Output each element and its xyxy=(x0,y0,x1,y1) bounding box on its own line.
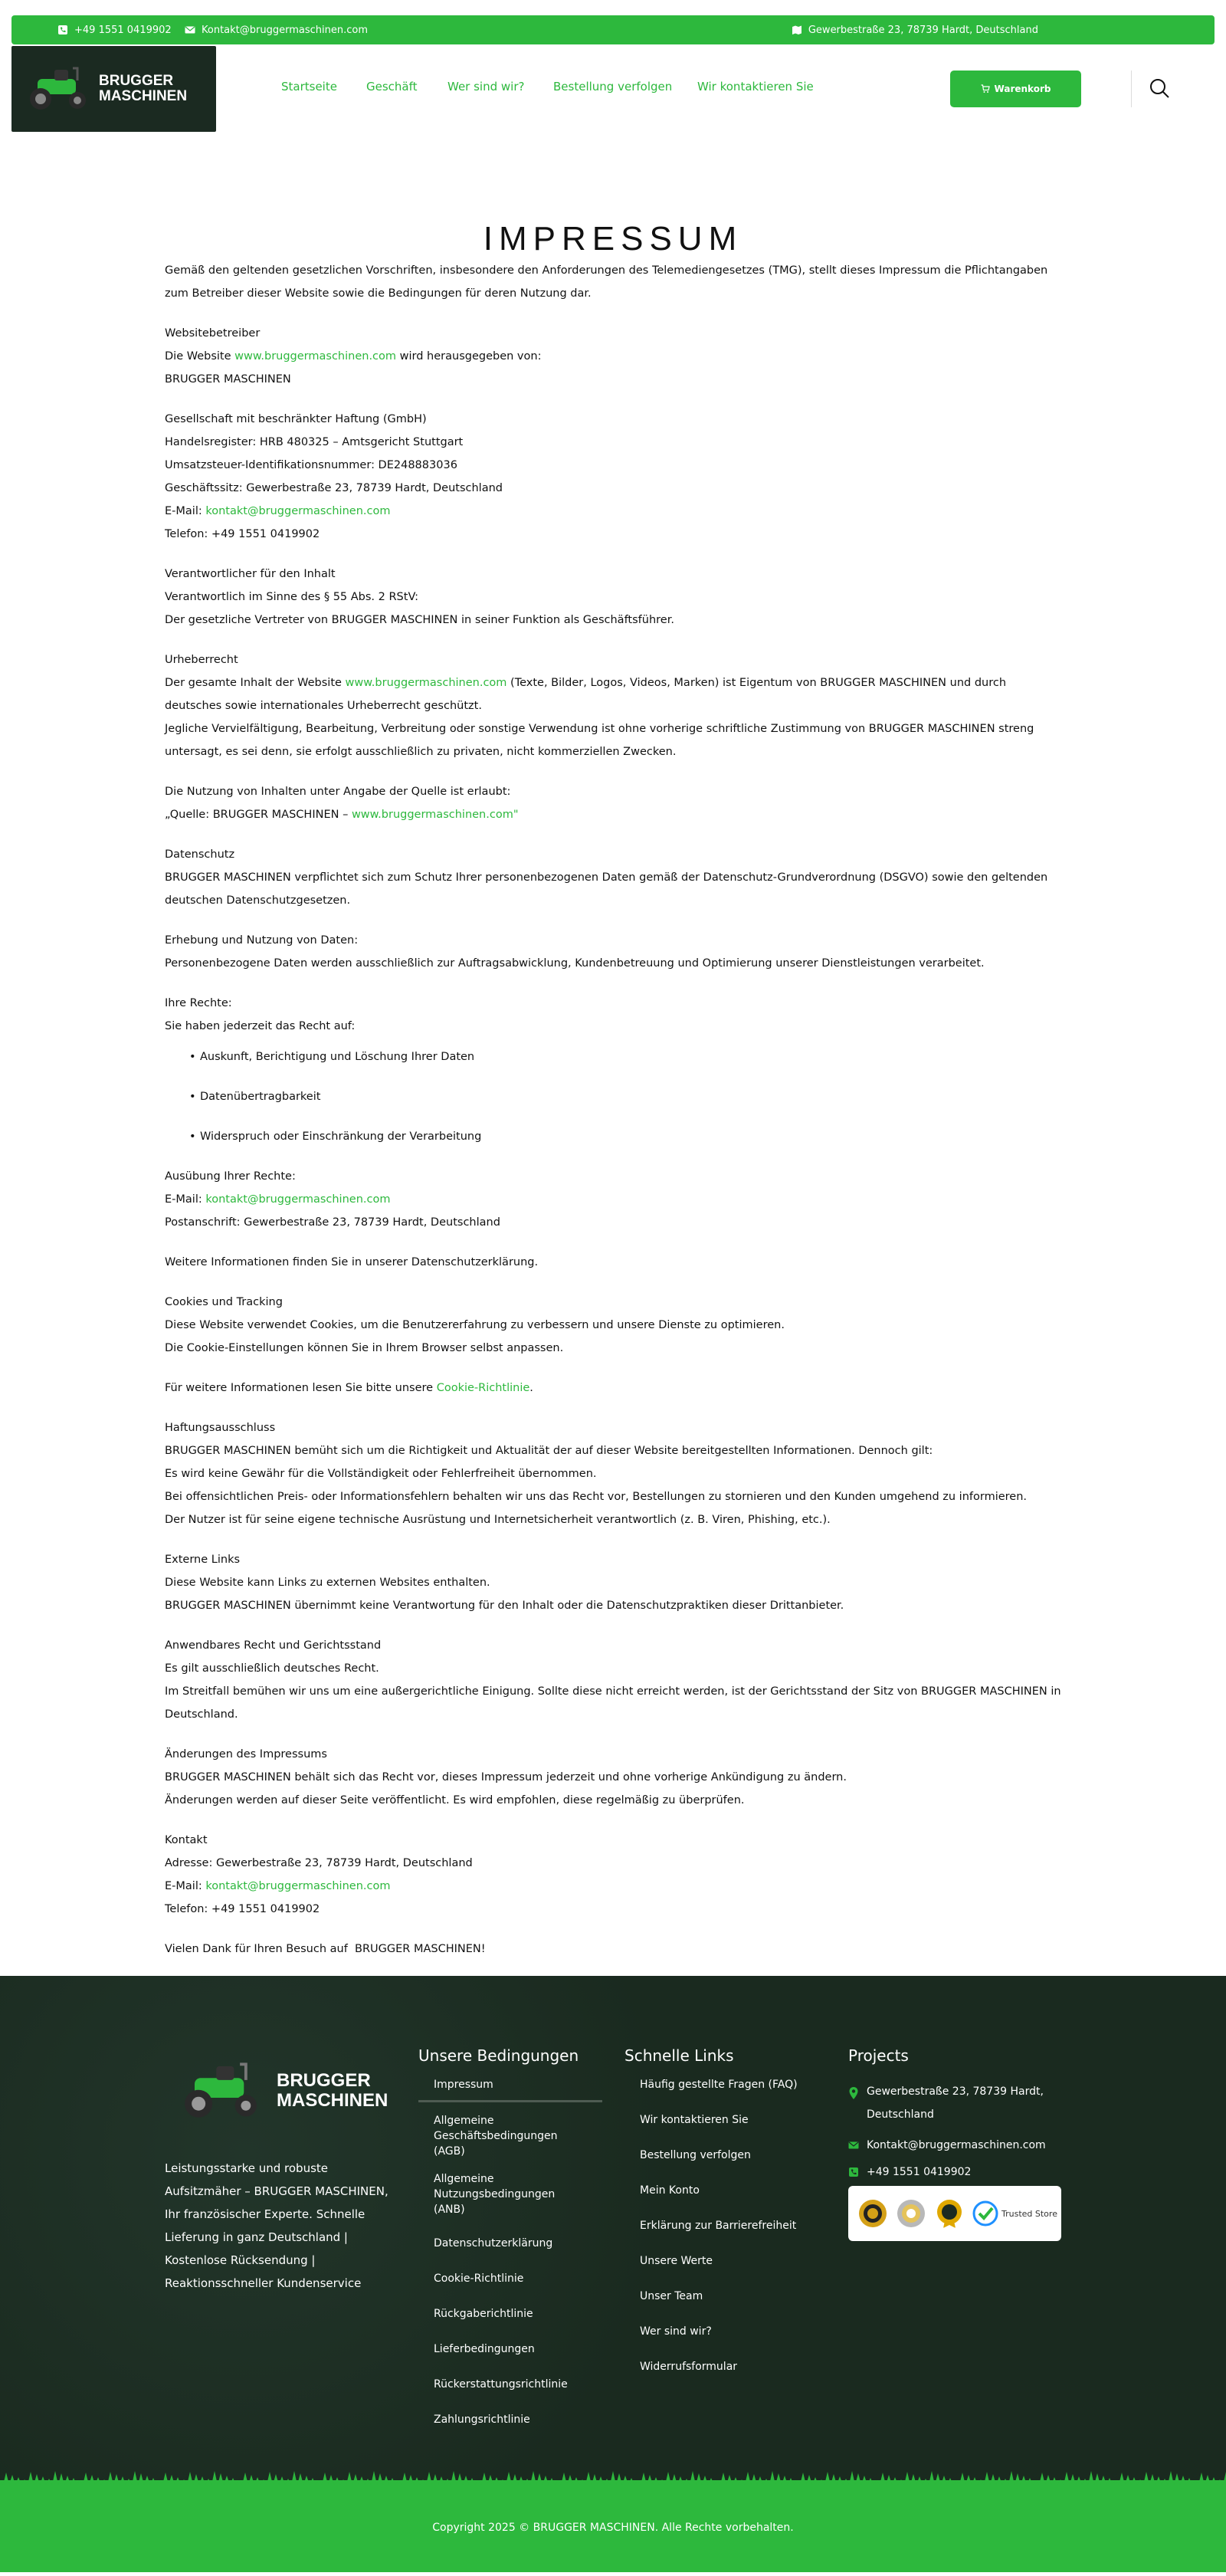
email-line xyxy=(165,500,1069,523)
impressum-content xyxy=(0,219,1226,1961)
footer-link-kontakt[interactable]: Wir kontaktieren Sie xyxy=(640,2114,749,2126)
erhebung-section xyxy=(165,929,1226,975)
phone-icon xyxy=(57,25,68,35)
verantwortlich-section xyxy=(165,563,1226,632)
email-line xyxy=(165,1875,1069,1898)
urheber-line-4: untersagt, es sei denn, sie erfolgt ausschließlich zu privaten, nicht kommerziellen Zwecken. xyxy=(165,746,677,758)
cookie-more-section xyxy=(165,1377,1226,1400)
footer-link-zahlung[interactable]: Zahlungsrichtlinie xyxy=(434,2414,530,2426)
cookie-line-2: Die Cookie-Einstellungen können Sie in Ihrem Browser selbst anpassen. xyxy=(165,1342,564,1354)
urheber-line-2: deutsches sowie internationales Urheberrecht geschützt. xyxy=(165,700,482,712)
list-item: • Auskunft, Berichtigung und Löschung Ihrer Daten xyxy=(189,1045,1226,1068)
brand-line2: MASCHINEN xyxy=(277,2090,388,2111)
urheber-line-3: Jegliche Vervielfältigung, Bearbeitung, Verbreitung oder sonstige Verwendung ist ohne vorherige schriftliche Zustimmung von BRUGGER MASCHINEN streng xyxy=(165,723,1034,735)
betreiber-pre: Die Website xyxy=(165,350,235,363)
brand-line1: BRUGGER xyxy=(99,73,174,89)
email-link[interactable]: kontakt@bruggermaschinen.com xyxy=(205,1880,391,1892)
recht-line-2: Im Streitfall bemühen wir uns um eine außergerichtliche Einigung. Sollte diese nicht erreicht werden, ist der Gerichtsstand der Sitz von BRUGGER MASCHINEN in xyxy=(165,1685,1061,1698)
kontakt-section xyxy=(165,1829,1226,1921)
quelle-pre: „Quelle: BRUGGER MASCHINEN – xyxy=(165,809,352,821)
legal-form: Gesellschaft mit beschränkter Haftung (GmbH) xyxy=(165,413,427,425)
cart-button[interactable] xyxy=(950,71,1081,107)
postal-address: Postanschrift: Gewerbestraße 23, 78739 Hardt, Deutschland xyxy=(165,1216,500,1229)
aenderungen-section xyxy=(165,1743,1226,1812)
projects-phone-text: +49 1551 0419902 xyxy=(867,2166,972,2178)
brand-line2: MASCHINEN xyxy=(99,88,188,104)
quelle-link[interactable]: www.bruggermaschinen.com" xyxy=(351,809,519,821)
section-heading: Haftungsausschluss xyxy=(165,1422,276,1434)
urheber-pre: Der gesamte Inhalt der Website xyxy=(165,677,346,689)
section-heading: Datenschutz xyxy=(165,848,235,861)
footer-link-rueckgabe[interactable]: Rückgaberichtlinie xyxy=(434,2308,533,2320)
externe-line-2: BRUGGER MASCHINEN übernimmt keine Verantwortung für den Inhalt oder die Datenschutzpraktiken dieser Drittanbieter. xyxy=(165,1600,844,1612)
footer-link-anb[interactable]: Allgemeine Nutzungsbedingungen (ANB) xyxy=(434,2173,556,2216)
ausuebung-section xyxy=(165,1165,1226,1234)
trade-register: Handelsregister: HRB 480325 – Amtsgericht Stuttgart xyxy=(165,436,464,448)
envelope-icon xyxy=(848,2140,859,2151)
footer-link-faq[interactable]: Häufig gestellte Fragen (FAQ) xyxy=(640,2079,798,2091)
trusted-store-badge xyxy=(972,2200,1057,2227)
email-line xyxy=(165,1188,1069,1211)
intro-line-1: Gemäß den geltenden gesetzlichen Vorschriften, insbesondere den Anforderungen des Telemediengesetzes (TMG), stellt dieses Impressum die Pflichtangaben xyxy=(165,264,1048,277)
brand-wordmark xyxy=(99,74,187,104)
header-divider xyxy=(1131,71,1132,107)
footer-link-bestellung[interactable]: Bestellung verfolgen xyxy=(640,2149,751,2161)
quelle-section xyxy=(165,780,1226,826)
recht-section xyxy=(165,1634,1226,1726)
footer-link-wer-sind-wir[interactable]: Wer sind wir? xyxy=(640,2325,712,2338)
section-heading: Änderungen des Impressums xyxy=(165,1748,327,1761)
haftung-line-1: BRUGGER MASCHINEN bemüht sich um die Richtigkeit und Aktualität der auf dieser Website bereitgestellten Informationen. Dennoch gilt: xyxy=(165,1445,933,1457)
footer-link-konto[interactable]: Mein Konto xyxy=(640,2184,700,2197)
quick-links-title: Schnelle Links xyxy=(624,2046,734,2065)
footer-link-lieferbedingungen[interactable]: Lieferbedingungen xyxy=(434,2343,535,2355)
checkmark-icon xyxy=(972,2200,998,2227)
cart-label: Warenkorb xyxy=(994,84,1051,94)
rechte-section xyxy=(165,992,1226,1148)
footer-link-rueckerstattung[interactable]: Rückerstattungsrichtlinie xyxy=(434,2378,568,2391)
quick-links-list xyxy=(640,2077,798,2394)
email-label: E-Mail: xyxy=(165,1193,206,1206)
section-heading: Cookies und Tracking xyxy=(165,1296,283,1308)
projects-address xyxy=(848,2080,1063,2126)
section-heading: Urheberrecht xyxy=(165,654,238,666)
cart-icon xyxy=(981,84,990,94)
section-heading: Ihre Rechte: xyxy=(165,997,232,1009)
award-seal-icon xyxy=(934,2198,965,2229)
thanks-line: Vielen Dank für Ihren Besuch auf BRUGGER MASCHINEN! xyxy=(165,1943,486,1955)
mower-icon xyxy=(24,62,94,116)
topbar-address xyxy=(792,15,1038,44)
company-name: BRUGGER MASCHINEN xyxy=(165,373,291,386)
projects-email-text: Kontakt@bruggermaschinen.com xyxy=(867,2139,1046,2151)
betreiber-post: wird herausgegeben von: xyxy=(396,350,542,363)
kontakt-address: Adresse: Gewerbestraße 23, 78739 Hardt, Deutschland xyxy=(165,1857,473,1869)
cookie-policy-link[interactable]: Cookie-Richtlinie xyxy=(436,1382,530,1394)
email-link[interactable]: kontakt@bruggermaschinen.com xyxy=(205,1193,391,1206)
footer-link-cookie[interactable]: Cookie-Richtlinie xyxy=(434,2272,524,2285)
conditions-list xyxy=(434,2077,602,2427)
section-heading: Websitebetreiber xyxy=(165,327,261,340)
section-heading: Anwendbares Recht und Gerichtsstand xyxy=(165,1639,382,1652)
vat-id: Umsatzsteuer-Identifikationsnummer: DE248883036 xyxy=(165,459,457,471)
copyright: Copyright 2025 © BRUGGER MASCHINEN. Alle Rechte vorbehalten. xyxy=(432,2522,794,2534)
datenschutz-section xyxy=(165,843,1226,912)
urheber-post: (Texte, Bilder, Logos, Videos, Marken) ist Eigentum von BRUGGER MASCHINEN und durch xyxy=(506,677,1007,689)
section-heading: Ausübung Ihrer Rechte: xyxy=(165,1170,296,1183)
silver-seal-icon xyxy=(896,2198,926,2229)
rechte-line-1: Sie haben jederzeit das Recht auf: xyxy=(165,1020,356,1032)
phone-line: Telefon: +49 1551 0419902 xyxy=(165,528,320,540)
location-pin-icon xyxy=(848,2086,859,2100)
aenderungen-line-2: Änderungen werden auf dieser Seite veröffentlicht. Es wird empfohlen, diese regelmäßig zu überprüfen. xyxy=(165,1794,745,1806)
rechte-list xyxy=(189,1045,1226,1148)
topbar-address-text: Gewerbestraße 23, 78739 Hardt, Deutschland xyxy=(808,24,1038,36)
list-item: • Widerspruch oder Einschränkung der Verarbeitung xyxy=(189,1125,1226,1148)
phone-icon xyxy=(848,2167,859,2177)
company-details-section xyxy=(165,408,1226,546)
website-link[interactable]: www.bruggermaschinen.com xyxy=(345,677,507,689)
search-icon[interactable] xyxy=(1148,77,1171,100)
datenschutz-line-1: BRUGGER MASCHINEN verpflichtet sich zum Schutz Ihrer personenbezogenen Daten gemäß der Datenschutz-Grundverordnung (DSGVO) sowie den geltenden xyxy=(165,871,1048,884)
email-link[interactable]: kontakt@bruggermaschinen.com xyxy=(205,505,391,517)
externe-line-1: Diese Website kann Links zu externen Websites enthalten. xyxy=(165,1577,490,1589)
email-label: E-Mail: xyxy=(165,1880,206,1892)
site-footer xyxy=(0,1976,1226,2572)
section-heading: Verantwortlicher für den Inhalt xyxy=(165,568,336,580)
nav-bestellung-verfolgen[interactable]: Bestellung verfolgen xyxy=(553,80,673,94)
mower-icon xyxy=(172,2056,272,2125)
trusted-store-label: Trusted Store xyxy=(1001,2208,1057,2219)
section-heading: Erhebung und Nutzung von Daten: xyxy=(165,934,359,947)
urheber-line-1 xyxy=(165,671,1069,694)
footer-link-werte[interactable]: Unsere Werte xyxy=(640,2255,713,2267)
cookies-section xyxy=(165,1291,1226,1360)
intro-section xyxy=(165,259,1226,305)
projects-phone[interactable] xyxy=(848,2161,1063,2184)
verantwortlich-line-1: Verantwortlich im Sinne des § 55 Abs. 2 RStV: xyxy=(165,591,419,603)
thanks-section xyxy=(165,1938,1226,1961)
weitere-section xyxy=(165,1251,1226,1274)
aenderungen-line-1: BRUGGER MASCHINEN behält sich das Recht vor, dieses Impressum jederzeit und ohne vorherige Ankündigung zu ändern. xyxy=(165,1771,847,1784)
footer-logo[interactable] xyxy=(172,2056,388,2125)
footer-description: Leistungsstarke und robuste Aufsitzmäher – BRUGGER MASCHINEN, Ihr französischer Experte. Schnelle Lieferung in ganz Deutschland | Kostenlose Rücksendung | Reaktionsschneller Kundenservice xyxy=(165,2161,388,2290)
nav-geschaeft[interactable]: Geschäft xyxy=(366,80,418,94)
weitere-info: Weitere Informationen finden Sie in unserer Datenschutzerklärung. xyxy=(165,1256,539,1268)
topbar xyxy=(11,15,1215,44)
haftung-section xyxy=(165,1416,1226,1531)
topbar-email-text: Kontakt@bruggermaschinen.com xyxy=(202,24,368,36)
projects-title: Projects xyxy=(848,2046,909,2065)
haftung-line-3: Bei offensichtlichen Preis- oder Informationsfehlern behalten wir uns das Recht vor, Bestellungen zu stornieren und den Kunden umgehend zu informieren. xyxy=(165,1491,1028,1503)
footer-link-team[interactable]: Unser Team xyxy=(640,2290,703,2302)
grass-edge xyxy=(0,2469,1226,2485)
quelle-line-2 xyxy=(165,803,1069,826)
section-heading: Kontakt xyxy=(165,1834,208,1846)
betreiber-section xyxy=(165,322,1226,391)
nav-startseite[interactable]: Startseite xyxy=(281,80,337,94)
cookie-line-1: Diese Website verwendet Cookies, um die Benutzererfahrung zu verbessern und unsere Dienste zu optimieren. xyxy=(165,1319,785,1331)
haftung-line-4: Der Nutzer ist für seine eigene technische Ausrüstung und Internetsicherheit verantwortlich (z. B. Viren, Phishing, etc.). xyxy=(165,1514,831,1526)
externe-links-section xyxy=(165,1548,1226,1617)
verantwortlich-line-2: Der gesetzliche Vertreter von BRUGGER MASCHINEN in seiner Funktion als Geschäftsführer. xyxy=(165,614,674,626)
trust-badges xyxy=(848,2186,1061,2241)
footer-wordmark xyxy=(277,2071,388,2111)
footer-link-widerruf[interactable]: Widerrufsformular xyxy=(640,2361,738,2373)
erhebung-line-1: Personenbezogene Daten werden ausschließlich zur Auftragsabwicklung, Kundenbetreuung und Optimierung unserer Dienstleistungen verarbeitet. xyxy=(165,957,985,970)
footer-link-agb[interactable]: Allgemeine Geschäftsbedingungen (AGB) xyxy=(434,2115,558,2158)
recht-line-1: Es gilt ausschließlich deutsches Recht. xyxy=(165,1662,379,1675)
footer-link-impressum[interactable]: Impressum xyxy=(418,2077,602,2102)
datenschutz-line-2: deutschen Datenschutzgesetzen. xyxy=(165,894,351,907)
conditions-title: Unsere Bedingungen xyxy=(418,2046,579,2065)
topbar-phone[interactable] xyxy=(57,15,172,44)
nav-wer-sind-wir[interactable]: Wer sind wir? xyxy=(447,80,525,94)
footer-link-barrierefreiheit[interactable]: Erklärung zur Barrierefreiheit xyxy=(640,2220,797,2232)
nav-wir-kontaktieren-sie[interactable]: Wir kontaktieren Sie xyxy=(697,80,814,94)
intro-line-2: zum Betreiber dieser Website sowie die Bedingungen für deren Nutzung dar. xyxy=(165,287,592,300)
email-label: E-Mail: xyxy=(165,505,206,517)
recht-line-3: Deutschland. xyxy=(165,1708,238,1721)
quelle-line-1: Die Nutzung von Inhalten unter Angabe der Quelle ist erlaubt: xyxy=(165,786,511,798)
projects-address-text: Gewerbestraße 23, 78739 Hardt, Deutschland xyxy=(867,2085,1044,2121)
business-address: Geschäftssitz: Gewerbestraße 23, 78739 Hardt, Deutschland xyxy=(165,482,503,494)
topbar-email[interactable] xyxy=(185,15,368,44)
topbar-phone-text: +49 1551 0419902 xyxy=(74,24,172,36)
map-icon xyxy=(792,25,802,35)
betreiber-line xyxy=(165,345,1069,368)
cookie-more-pre: Für weitere Informationen lesen Sie bitte unsere xyxy=(165,1382,437,1394)
urheberrecht-section xyxy=(165,648,1226,763)
list-item: • Datenübertragbarkeit xyxy=(189,1085,1226,1108)
website-link[interactable]: www.bruggermaschinen.com xyxy=(234,350,397,363)
gold-seal-icon xyxy=(857,2198,888,2229)
section-heading: Externe Links xyxy=(165,1554,241,1566)
brand-logo[interactable] xyxy=(11,46,216,132)
footer-link-datenschutz[interactable]: Datenschutzerklärung xyxy=(434,2237,553,2249)
phone-line: Telefon: +49 1551 0419902 xyxy=(165,1903,320,1915)
envelope-icon xyxy=(185,25,195,35)
cookie-more-line: Für weitere Informationen lesen Sie bitte unsere Cookie-Richtlinie. xyxy=(165,1382,533,1394)
page-title: IMPRESSUM xyxy=(483,220,743,258)
projects-email[interactable] xyxy=(848,2134,1063,2157)
haftung-line-2: Es wird keine Gewähr für die Vollständigkeit oder Fehlerfreiheit übernommen. xyxy=(165,1468,597,1480)
brand-line1: BRUGGER xyxy=(277,2070,371,2091)
site-header xyxy=(0,44,1226,136)
